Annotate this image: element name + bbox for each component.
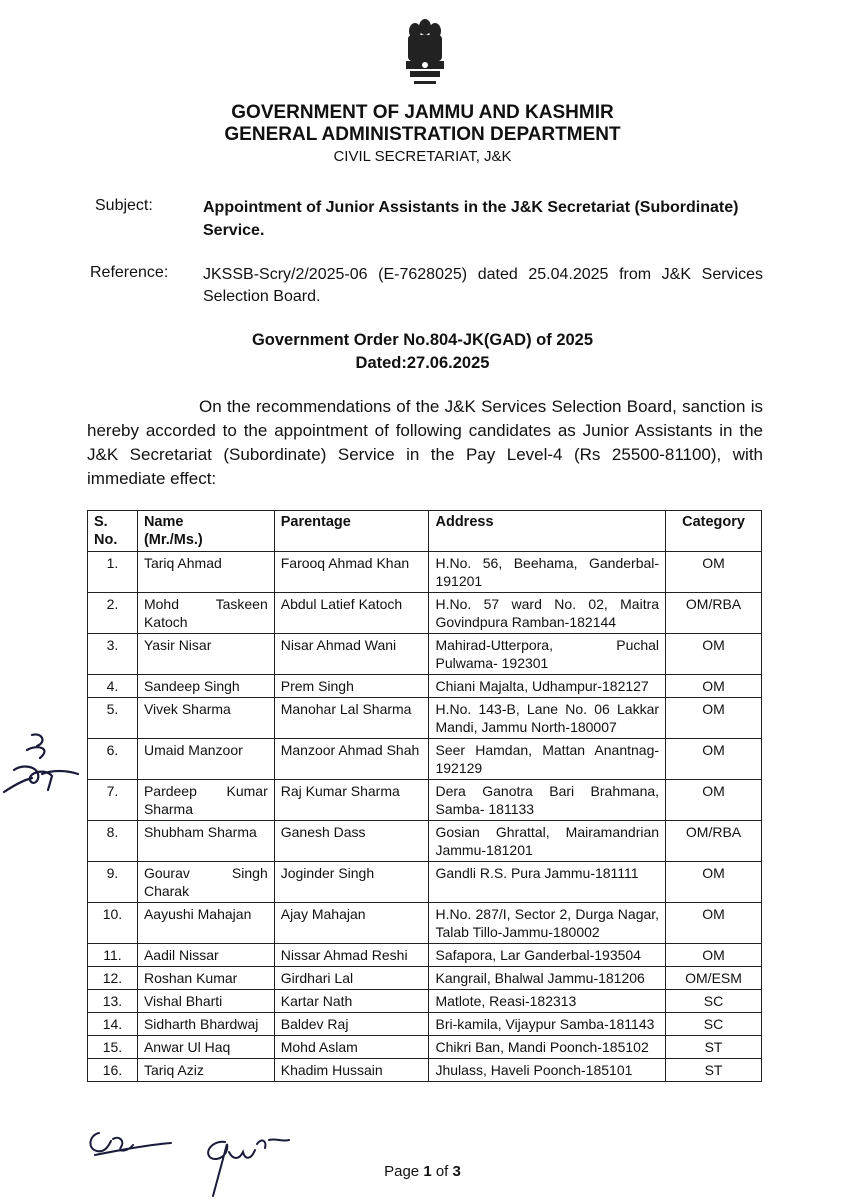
cell-category: OM/RBA: [666, 593, 762, 634]
table-row: [88, 1013, 762, 1036]
cell-parentage: Manohar Lal Sharma: [274, 698, 429, 739]
cell-category: SC: [666, 1013, 762, 1036]
cell-name: Shubham Sharma: [137, 821, 274, 862]
table-row: [88, 967, 762, 990]
cell-name: Anwar Ul Haq: [137, 1036, 274, 1059]
cell-category: OM: [666, 675, 762, 698]
cell-sno: 15.: [88, 1036, 138, 1059]
table-row: [88, 1059, 762, 1082]
table-row: [88, 593, 762, 634]
cell-category: OM: [666, 862, 762, 903]
table-row: [88, 1036, 762, 1059]
cell-address: H.No. 143-B, Lane No. 06 Lakkar Mandi, Jammu North-180007: [429, 698, 666, 739]
cell-category: ST: [666, 1059, 762, 1082]
table-row: [88, 739, 762, 780]
cell-sno: 1.: [88, 552, 138, 593]
cell-sno: 12.: [88, 967, 138, 990]
cell-name: Roshan Kumar: [137, 967, 274, 990]
candidates-table: [87, 510, 762, 1082]
cell-address: H.No. 287/I, Sector 2, Durga Nagar, Talab Tillo-Jammu-180002: [429, 903, 666, 944]
cell-address: Seer Hamdan, Mattan Anantnag-192129: [429, 739, 666, 780]
cell-address: Matlote, Reasi-182313: [429, 990, 666, 1013]
cell-sno: 3.: [88, 634, 138, 675]
cell-parentage: Prem Singh: [274, 675, 429, 698]
emblem-icon: [400, 15, 450, 90]
header-secretariat: CIVIL SECRETARIAT, J&K: [333, 148, 512, 165]
header-government: GOVERNMENT OF JAMMU AND KASHMIR: [231, 102, 614, 123]
cell-name: Tariq Aziz: [137, 1059, 274, 1082]
table-row: [88, 552, 762, 593]
cell-category: OM/RBA: [666, 821, 762, 862]
cell-parentage: Joginder Singh: [274, 862, 429, 903]
cell-parentage: Abdul Latief Katoch: [274, 593, 429, 634]
cell-parentage: Girdhari Lal: [274, 967, 429, 990]
table-row: [88, 698, 762, 739]
order-date: Dated:27.06.2025: [355, 354, 490, 372]
cell-address: Dera Ganotra Bari Brahmana, Samba- 181133: [429, 780, 666, 821]
cell-parentage: Mohd Aslam: [274, 1036, 429, 1059]
cell-category: OM: [666, 903, 762, 944]
table-row: [88, 675, 762, 698]
margin-initials-signature: [2, 730, 82, 805]
footer-initials-signature: [85, 1125, 175, 1165]
cell-sno: 2.: [88, 593, 138, 634]
cell-sno: 7.: [88, 780, 138, 821]
cell-name: Sidharth Bhardwaj: [137, 1013, 274, 1036]
header-sno: S. No.: [88, 511, 138, 552]
subject-label: Subject:: [95, 197, 153, 214]
table-row: [88, 821, 762, 862]
cell-category: OM: [666, 944, 762, 967]
cell-address: Gandli R.S. Pura Jammu-181111: [429, 862, 666, 903]
cell-category: OM: [666, 552, 762, 593]
header-department: GENERAL ADMINISTRATION DEPARTMENT: [224, 124, 621, 145]
cell-address: Jhulass, Haveli Poonch-185101: [429, 1059, 666, 1082]
cell-parentage: Nissar Ahmad Reshi: [274, 944, 429, 967]
header-category: Category: [666, 511, 762, 552]
cell-address: Chiani Majalta, Udhampur-182127: [429, 675, 666, 698]
cell-category: OM: [666, 634, 762, 675]
cell-name: Gourav Singh Charak: [137, 862, 274, 903]
cell-sno: 6.: [88, 739, 138, 780]
cell-address: H.No. 56, Beehama, Ganderbal-191201: [429, 552, 666, 593]
reference-label: Reference:: [90, 264, 169, 281]
header-name: Name (Mr./Ms.): [137, 511, 274, 552]
cell-sno: 9.: [88, 862, 138, 903]
reference-text: JKSSB-Scry/2/2025-06 (E-7628025) dated 25.04.2025 from J&K Services Selection Board.: [203, 266, 763, 305]
cell-category: OM: [666, 780, 762, 821]
order-title: Government Order No.804-JK(GAD) of 2025: [251, 331, 594, 349]
header-address: Address: [429, 511, 666, 552]
cell-name: Pardeep Kumar Sharma: [137, 780, 274, 821]
cell-parentage: Nisar Ahmad Wani: [274, 634, 429, 675]
cell-name: Sandeep Singh: [137, 675, 274, 698]
table-row: [88, 780, 762, 821]
cell-name: Umaid Manzoor: [137, 739, 274, 780]
order-body-text: On the recommendations of the J&K Services Selection Board, sanction is hereby accorded to the appointment of following candidates as Junior Assistants in the J&K Secretariat (Subordinate) Service in the Pay Level-4 (Rs 25500-81100), with immediate effect:: [87, 397, 763, 488]
cell-parentage: Ajay Mahajan: [274, 903, 429, 944]
cell-address: H.No. 57 ward No. 02, Maitra Govindpura Ramban-182144: [429, 593, 666, 634]
cell-address: Gosian Ghrattal, Mairamandrian Jammu-181201: [429, 821, 666, 862]
cell-name: Aayushi Mahajan: [137, 903, 274, 944]
cell-address: Bri-kamila, Vijaypur Samba-181143: [429, 1013, 666, 1036]
cell-sno: 4.: [88, 675, 138, 698]
cell-parentage: Kartar Nath: [274, 990, 429, 1013]
cell-address: Mahirad-Utterpora, Puchal Pulwama- 192301: [429, 634, 666, 675]
header-parentage: Parentage: [274, 511, 429, 552]
cell-address: Kangrail, Bhalwal Jammu-181206: [429, 967, 666, 990]
order-body: [87, 395, 763, 491]
table-header-row: [88, 511, 762, 552]
cell-parentage: Farooq Ahmad Khan: [274, 552, 429, 593]
cell-category: SC: [666, 990, 762, 1013]
cell-parentage: Raj Kumar Sharma: [274, 780, 429, 821]
cell-sno: 13.: [88, 990, 138, 1013]
cell-category: ST: [666, 1036, 762, 1059]
cell-sno: 14.: [88, 1013, 138, 1036]
page-indicator: Page 1 of 3: [384, 1163, 461, 1180]
cell-category: OM: [666, 739, 762, 780]
table-row: [88, 990, 762, 1013]
cell-category: OM/ESM: [666, 967, 762, 990]
cell-category: OM: [666, 698, 762, 739]
cell-name: Tariq Ahmad: [137, 552, 274, 593]
cell-name: Mohd Taskeen Katoch: [137, 593, 274, 634]
cell-name: Vishal Bharti: [137, 990, 274, 1013]
cell-address: Safapora, Lar Ganderbal-193504: [429, 944, 666, 967]
table-row: [88, 862, 762, 903]
cell-sno: 5.: [88, 698, 138, 739]
cell-sno: 16.: [88, 1059, 138, 1082]
subject-text: Appointment of Junior Assistants in the J&K Secretariat (Subordinate) Service.: [203, 199, 739, 239]
cell-parentage: Khadim Hussain: [274, 1059, 429, 1082]
cell-name: Yasir Nisar: [137, 634, 274, 675]
cell-address: Chikri Ban, Mandi Poonch-185102: [429, 1036, 666, 1059]
cell-name: Aadil Nissar: [137, 944, 274, 967]
table-row: [88, 903, 762, 944]
table-row: [88, 944, 762, 967]
cell-parentage: Ganesh Dass: [274, 821, 429, 862]
cell-sno: 8.: [88, 821, 138, 862]
cell-parentage: Manzoor Ahmad Shah: [274, 739, 429, 780]
cell-parentage: Baldev Raj: [274, 1013, 429, 1036]
cell-sno: 10.: [88, 903, 138, 944]
cell-sno: 11.: [88, 944, 138, 967]
cell-name: Vivek Sharma: [137, 698, 274, 739]
table-row: [88, 634, 762, 675]
